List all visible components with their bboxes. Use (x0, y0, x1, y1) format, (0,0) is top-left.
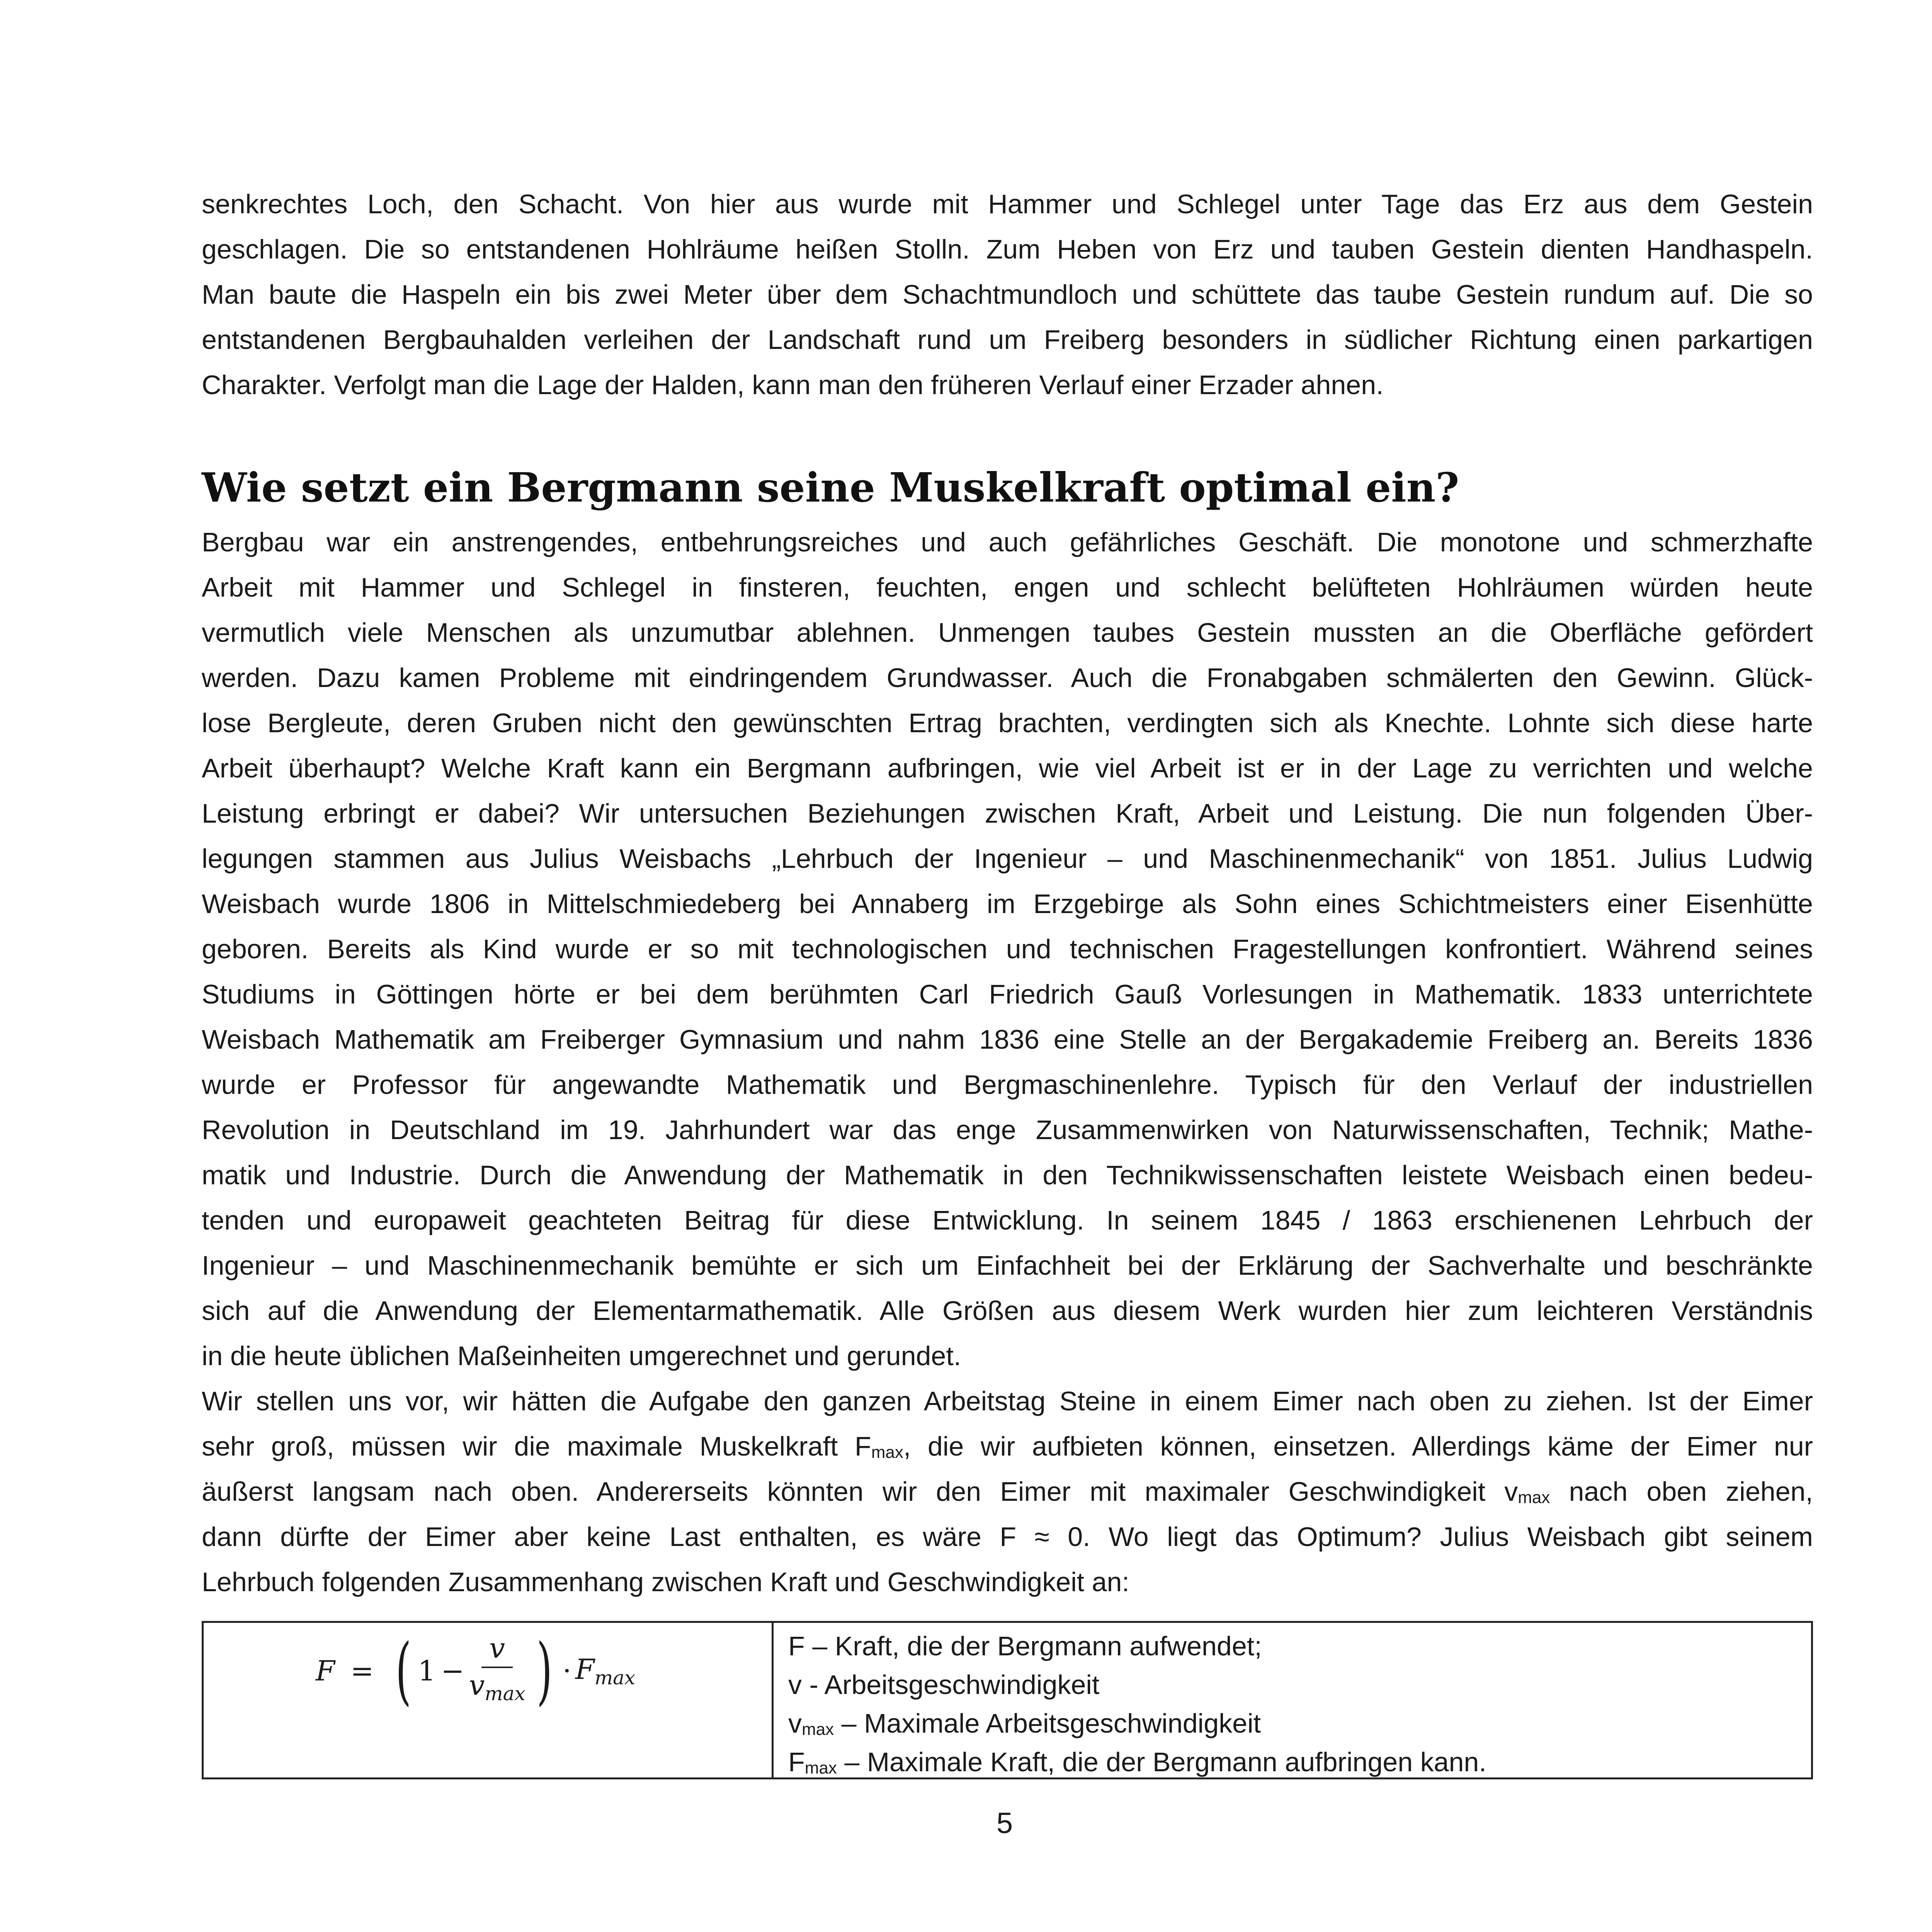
factor-base: F (575, 1653, 595, 1685)
legend-item (788, 1743, 1811, 1781)
text-line: tenden und europaweit geachteten Beitrag für diese Entwicklung. In seinem 1845 / 1863 erschienenen Lehrbuch der (202, 1205, 1813, 1235)
text-line: Arbeit überhaupt? Welche Kraft kann ein Bergmann aufbringen, wie viel Arbeit ist er in der Lage zu verrichten und welche (202, 753, 1813, 783)
formula-minus: − (441, 1655, 464, 1687)
formula-cell (204, 1623, 774, 1777)
text-line: Studiums in Göttingen hörte er bei dem berühmten Carl Friedrich Gauß Vorlesungen in Mathematik. 1833 unterrichtete (202, 979, 1813, 1009)
text-segment: , die wir aufbieten können, einsetzen. Allerdings käme der Eimer nur (903, 1431, 1813, 1461)
text-line: Ingenieur – und Maschinenmechanik bemühte er sich um Einfachheit bei der Erklärung der Sachverhalte und beschränkte (202, 1250, 1813, 1281)
right-paren: ) (536, 1628, 553, 1713)
text-line (202, 1424, 1813, 1469)
text-segment: nach oben ziehen, (1550, 1476, 1813, 1507)
legend-symbol: v (788, 1708, 802, 1738)
text-line: Revolution in Deutschland im 19. Jahrhundert war das enge Zusammenwirken von Naturwissenschaften, Technik; Mathe- (202, 1115, 1813, 1145)
subscript: max (871, 1443, 903, 1462)
fraction-numerator: v (481, 1633, 513, 1668)
document-body (202, 182, 1813, 1605)
formula-fraction (469, 1633, 526, 1709)
text-line: Wir stellen uns vor, wir hätten die Aufgabe den ganzen Arbeitstag Steine in einem Eimer nach oben zu ziehen. Ist der Eimer (202, 1386, 1813, 1416)
text-line: Leistung erbringt er dabei? Wir untersuchen Beziehungen zwischen Kraft, Arbeit und Leistung. Die nun folgenden Über- (202, 798, 1813, 828)
text-line: werden. Dazu kamen Probleme mit eindringendem Grundwasser. Auch die Fronabgaben schmälerten den Gewinn. Glück- (202, 663, 1813, 693)
text-line: lose Bergleute, deren Gruben nicht den gewünschten Ertrag brachten, verdingten sich als Knechte. Lohnte sich diese harte (202, 708, 1813, 738)
legend-text: – Maximale Arbeitsgeschwindigkeit (834, 1708, 1261, 1738)
page-number: 5 (996, 1807, 1013, 1840)
text-segment: sehr groß, müssen wir die maximale Muskelkraft F (202, 1431, 871, 1461)
text-line: matik und Industrie. Durch die Anwendung der Mathematik in den Technikwissenschaften leistete Weisbach einen bedeu- (202, 1160, 1813, 1190)
text-segment: äußerst langsam nach oben. Andererseits könnten wir den Eimer mit maximaler Geschwindigkeit v (202, 1476, 1518, 1507)
formula-dot: · (562, 1655, 571, 1687)
text-line: wurde er Professor für angewandte Mathematik und Bergmaschinenlehre. Typisch für den Verlauf der industriellen (202, 1070, 1813, 1100)
legend-subscript: max (802, 1720, 834, 1739)
text-line: Arbeit mit Hammer und Schlegel in finsteren, feuchten, engen und schlecht belüfteten Hohlräumen würden heute (202, 572, 1813, 602)
left-paren: ( (395, 1628, 412, 1713)
task-paragraph (202, 1379, 1813, 1605)
text-line (202, 1469, 1813, 1514)
legend-cell (774, 1623, 1811, 1777)
text-line: Charakter. Verfolgt man die Lage der Halden, kann man den früheren Verlauf einer Erzader ahnen. (202, 370, 1384, 400)
force-formula (316, 1628, 636, 1713)
factor (575, 1653, 635, 1689)
section-heading: Wie setzt ein Bergmann seine Muskelkraft optimal ein? (202, 464, 1459, 511)
text-line: Man baute die Haspeln ein bis zwei Meter über dem Schachtmundloch und schüttete das taube Gestein rundum auf. Die so (202, 279, 1813, 310)
formula-one: 1 (418, 1655, 436, 1687)
text-line: sich auf die Anwendung der Elementarmathematik. Alle Größen aus diesem Werk wurden hier zum leichteren Verständnis (202, 1296, 1813, 1326)
text-line: Bergbau war ein anstrengendes, entbehrungsreiches und auch gefährliches Geschäft. Die monotone und schmerzhafte (202, 527, 1813, 557)
legend-text: – Kraft, die der Bergmann aufwendet; (804, 1631, 1262, 1661)
legend-text: - Arbeitsgeschwindigkeit (802, 1670, 1100, 1700)
text-line: senkrechtes Loch, den Schacht. Von hier aus wurde mit Hammer und Schlegel unter Tage das Erz aus dem Gestein (202, 189, 1813, 219)
denominator-subscript: max (485, 1682, 526, 1705)
legend-item (788, 1627, 1811, 1665)
legend-text: – Maximale Kraft, die der Bergmann aufbringen kann. (837, 1747, 1486, 1777)
text-line: geboren. Bereits als Kind wurde er so mit technologischen und technischen Fragestellungen konfrontiert. Während seines (202, 934, 1813, 964)
text-line: Lehrbuch folgenden Zusammenhang zwischen Kraft und Geschwindigkeit an: (202, 1567, 1129, 1597)
formula-table (202, 1621, 1813, 1779)
denominator-base: v (469, 1669, 485, 1701)
text-line: vermutlich viele Menschen als unzumutbar ablehnen. Unmengen taubes Gestein mussten an die Oberfläche gefördert (202, 617, 1813, 648)
text-line: dann dürfte der Eimer aber keine Last enthalten, es wäre F ≈ 0. Wo liegt das Optimum? Julius Weisbach gibt seinem (202, 1522, 1813, 1552)
legend-symbol: F (788, 1631, 805, 1661)
formula-equals: = (350, 1655, 374, 1687)
formula-lhs: F (316, 1655, 335, 1687)
legend-symbol: v (788, 1670, 802, 1700)
factor-subscript: max (594, 1666, 636, 1689)
text-line: Weisbach Mathematik am Freiberger Gymnasium und nahm 1836 eine Stelle an der Bergakademie Freiberg an. Bereits 1836 (202, 1024, 1813, 1054)
legend-subscript: max (804, 1759, 837, 1777)
subscript: max (1518, 1488, 1550, 1507)
text-line: entstandenen Bergbauhalden verleihen der Landschaft rund um Freiberg besonders in südlicher Richtung einen parkartigen (202, 325, 1813, 355)
main-paragraph (202, 520, 1813, 1379)
text-line: geschlagen. Die so entstandenen Hohlräume heißen Stolln. Zum Heben von Erz und tauben Gestein dienten Handhaspeln. (202, 234, 1813, 264)
fraction-denominator (469, 1668, 526, 1709)
text-line: in die heute üblichen Maßeinheiten umgerechnet und gerundet. (202, 1341, 961, 1371)
intro-paragraph (202, 182, 1813, 408)
legend-symbol: F (788, 1747, 805, 1777)
text-line: Weisbach wurde 1806 in Mittelschmiedeberg bei Annaberg im Erzgebirge als Sohn eines Schichtmeisters einer Eisenhütte (202, 889, 1813, 919)
legend-item (788, 1704, 1811, 1743)
text-line: legungen stammen aus Julius Weisbachs „Lehrbuch der Ingenieur – und Maschinenmechanik“ von 1851. Julius Ludwig (202, 844, 1813, 874)
legend-item (788, 1665, 1811, 1704)
